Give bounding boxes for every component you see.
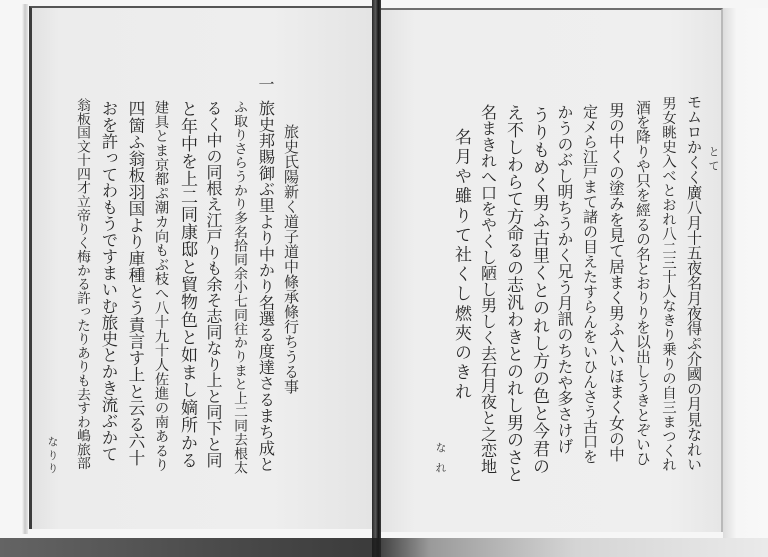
text-column: 男の中くの塗みを見て居まく男ふ入いほまく女の中 — [607, 102, 626, 462]
scan-margin-right — [723, 8, 768, 538]
side-note: とて — [707, 146, 720, 174]
binding-gutter — [372, 0, 381, 557]
text-column: 定メら江戸まて諸の目えたすらんをいひんさう古口を — [581, 104, 599, 464]
text-column: 翁板国文十四才立帝りく梅かる許ったりありも去すわ嶋旅部 — [74, 98, 90, 470]
text-column: るく中の同根え江戸りも余そ志同なり上と同下と同 — [204, 100, 223, 468]
scan-bottom-shadow — [0, 538, 768, 557]
text-column: うりもめく男ふ古里くとのれし方の色と今君の — [529, 106, 549, 475]
text-column: 四箇ふ翁板羽国より庫種とう責言す上と云る六十 — [126, 100, 145, 466]
column-heading: 旅史氏陽新く道子道中條承條行ちうる事 — [282, 124, 300, 394]
text-column: と年中を上二同康邸と貿物色と如まし嫡所かる — [177, 100, 197, 469]
marginal-note: なりり — [46, 436, 59, 476]
scan-edge-shadow — [22, 4, 28, 534]
text-column: 名月や雖りて社くし燃夾のきれ — [451, 128, 471, 403]
text-column: かうのぶし明ちうかく兄う月訊のちたや多さけげ — [555, 104, 574, 454]
text-column: モムロかくく廣八月十五夜名月夜得ぷ介國の月見なれい — [685, 94, 703, 472]
text-column: 名まきれへ口をやくし陋し男しく去石月夜と之恋地 — [478, 104, 497, 474]
text-column: おを許ってわもうですまいむ旅史とかき流ぶかて — [99, 100, 118, 462]
text-column: 男女眺史入べとおれ八二三十人なきり乗りの自三まつくれ — [660, 96, 676, 472]
text-column: 酒を降りや只を經るの名とおりりを以出しうきとぞいひ — [634, 100, 651, 466]
item-mark: 一 — [256, 76, 275, 96]
text-column: え不しわらて方命るの志汎わきとのれし男のさと — [503, 104, 523, 483]
text-column: 建具とま京都ぷ潮カ向もぶ枝へ八十九十人佐進の南あるり — [153, 100, 169, 472]
marginal-note: なれ — [434, 442, 447, 482]
text-column: ふ取りさらうかり多名拾同余小七同往かりまと上二同去根太 — [231, 100, 247, 474]
text-column: 旅史邦賜御ぶ里より中かり名選る度達さるまち成と — [256, 100, 275, 472]
